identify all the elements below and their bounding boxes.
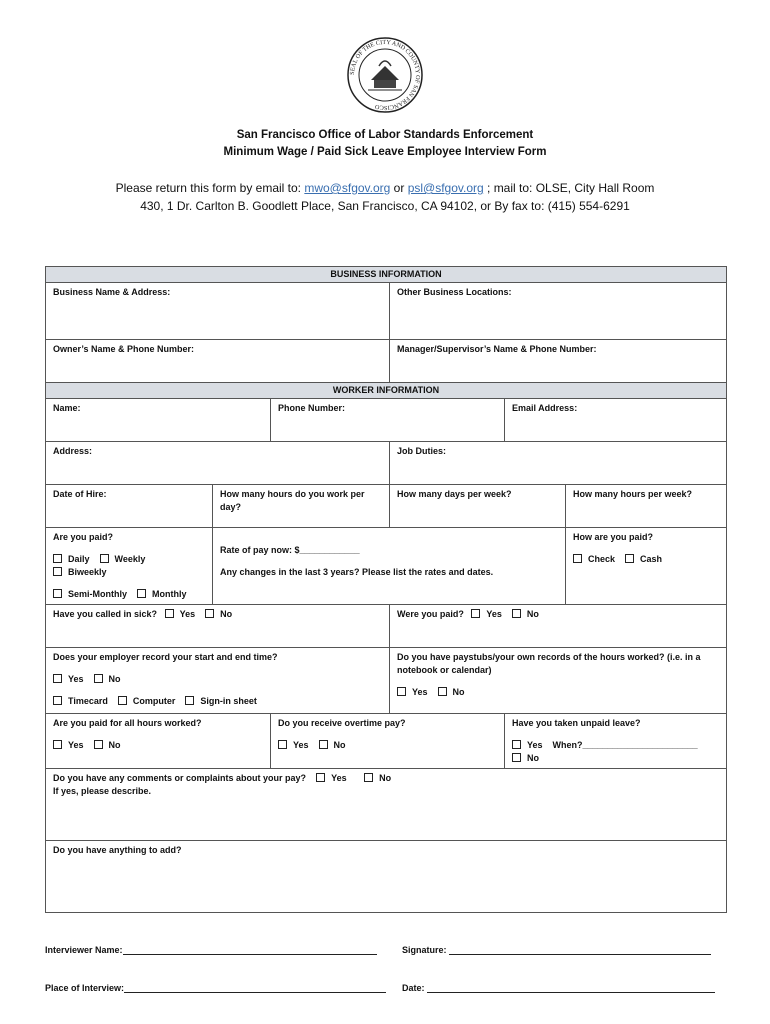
comments-yes-checkbox[interactable]: Yes [316, 772, 347, 785]
return-instructions: Please return this form by email to: mwo@sfgov.org or psl@sfgov.org ; mail to: OLSE, City Hall Room 430, 1 Dr. Carlton B. Goodlett Place, San Francisco, CA 94102, or By fax to: (415) 554-6291 [115, 181, 655, 213]
unpaid-leave-cell: Have you taken unpaid leave? Yes When?_______________________ No [505, 714, 727, 769]
semi-monthly-checkbox[interactable]: Semi-Monthly [53, 588, 127, 601]
address-field[interactable]: Address: [46, 442, 390, 485]
date-of-hire-field[interactable]: Date of Hire: [46, 485, 213, 528]
cash-checkbox[interactable]: Cash [625, 553, 662, 566]
date-row: Date: [402, 983, 715, 993]
owner-name-phone-field[interactable]: Owner’s Name & Phone Number: [46, 340, 390, 383]
sick-no-checkbox[interactable]: No [205, 608, 232, 621]
city-seal-logo [346, 36, 424, 114]
paystubs-no-checkbox[interactable]: No [438, 686, 465, 699]
paystubs-yes-checkbox[interactable]: Yes [397, 686, 428, 699]
were-paid-no-checkbox[interactable]: No [512, 608, 539, 621]
anything-to-add-field[interactable]: Do you have anything to add? [46, 841, 727, 913]
biweekly-checkbox[interactable]: Biweekly [53, 566, 107, 579]
business-name-address-field[interactable]: Business Name & Address: [46, 283, 390, 340]
comments-complaints-field[interactable]: Do you have any comments or complaints about your pay? Yes No If yes, please describe. [46, 769, 727, 841]
worker-information-heading: WORKER INFORMATION [46, 383, 727, 399]
paid-all-hours-cell: Are you paid for all hours worked? Yes No [46, 714, 271, 769]
interviewer-name-row: Interviewer Name: [45, 945, 377, 955]
business-information-heading: BUSINESS INFORMATION [46, 267, 727, 283]
days-per-week-field[interactable]: How many days per week? [390, 485, 566, 528]
date-line[interactable] [427, 992, 715, 993]
record-time-cell: Does your employer record your start and end time? Yes No Timecard Computer Sign-in sheet [46, 648, 390, 714]
svg-text:SEAL OF THE CITY AND COUNTY OF: SEAL OF THE CITY AND COUNTY OF SAN FRANCISCO [348, 38, 422, 112]
record-yes-checkbox[interactable]: Yes [53, 673, 84, 686]
unpaid-leave-no-checkbox[interactable]: No [512, 752, 539, 765]
email-address-field[interactable]: Email Address: [505, 399, 727, 442]
overtime-no-checkbox[interactable]: No [319, 739, 346, 752]
weekly-checkbox[interactable]: Weekly [100, 553, 146, 566]
monthly-checkbox[interactable]: Monthly [137, 588, 187, 601]
place-of-interview-row: Place of Interview: [45, 983, 386, 993]
worker-name-field[interactable]: Name: [46, 399, 271, 442]
record-no-checkbox[interactable]: No [94, 673, 121, 686]
overtime-yes-checkbox[interactable]: Yes [278, 739, 309, 752]
comments-no-checkbox[interactable]: No [364, 772, 391, 785]
pay-frequency-cell: Are you paid? Daily WeeklyBiweekly Semi-Monthly Monthly [46, 528, 213, 605]
email-link-psl[interactable]: psl@sfgov.org [407, 181, 484, 195]
form-subtitle: Minimum Wage / Paid Sick Leave Employee Interview Form [223, 146, 547, 158]
computer-checkbox[interactable]: Computer [118, 695, 176, 708]
called-in-sick-cell: Have you called in sick? Yes No [46, 605, 390, 648]
all-hours-yes-checkbox[interactable]: Yes [53, 739, 84, 752]
overtime-pay-cell: Do you receive overtime pay? Yes No [271, 714, 505, 769]
all-hours-no-checkbox[interactable]: No [94, 739, 121, 752]
phone-number-field[interactable]: Phone Number: [271, 399, 505, 442]
daily-checkbox[interactable]: Daily [53, 553, 90, 566]
form-title: San Francisco Office of Labor Standards Enforcement [236, 129, 534, 141]
sick-yes-checkbox[interactable]: Yes [165, 608, 196, 621]
how-paid-cell: How are you paid? Check Cash [566, 528, 727, 605]
email-link-mwo[interactable]: mwo@sfgov.org [304, 181, 391, 195]
signature-line[interactable] [449, 954, 711, 955]
check-checkbox[interactable]: Check [573, 553, 615, 566]
manager-name-phone-field[interactable]: Manager/Supervisor’s Name & Phone Number: [390, 340, 727, 383]
timecard-checkbox[interactable]: Timecard [53, 695, 108, 708]
were-paid-cell: Were you paid? Yes No [390, 605, 727, 648]
hours-per-day-field[interactable]: How many hours do you work per day? [213, 485, 390, 528]
unpaid-leave-yes-checkbox[interactable]: Yes [512, 739, 543, 752]
interviewer-name-line[interactable] [123, 954, 377, 955]
hours-per-week-field[interactable]: How many hours per week? [566, 485, 727, 528]
paystubs-records-cell: Do you have paystubs/your own records of the hours worked? (i.e. in a notebook or calendar) Yes No [390, 648, 727, 714]
other-business-locations-field[interactable]: Other Business Locations: [390, 283, 727, 340]
unpaid-leave-when-field[interactable]: When?_______________________ [552, 740, 698, 750]
were-paid-yes-checkbox[interactable]: Yes [471, 608, 502, 621]
sign-in-sheet-checkbox[interactable]: Sign-in sheet [185, 695, 257, 708]
interview-form-table [45, 266, 727, 913]
job-duties-field[interactable]: Job Duties: [390, 442, 727, 485]
rate-of-pay-field[interactable]: Rate of pay now: $____________ Any changes in the last 3 years? Please list the rates and dates. [213, 528, 566, 605]
signature-row: Signature: [402, 945, 711, 955]
place-of-interview-line[interactable] [124, 992, 386, 993]
